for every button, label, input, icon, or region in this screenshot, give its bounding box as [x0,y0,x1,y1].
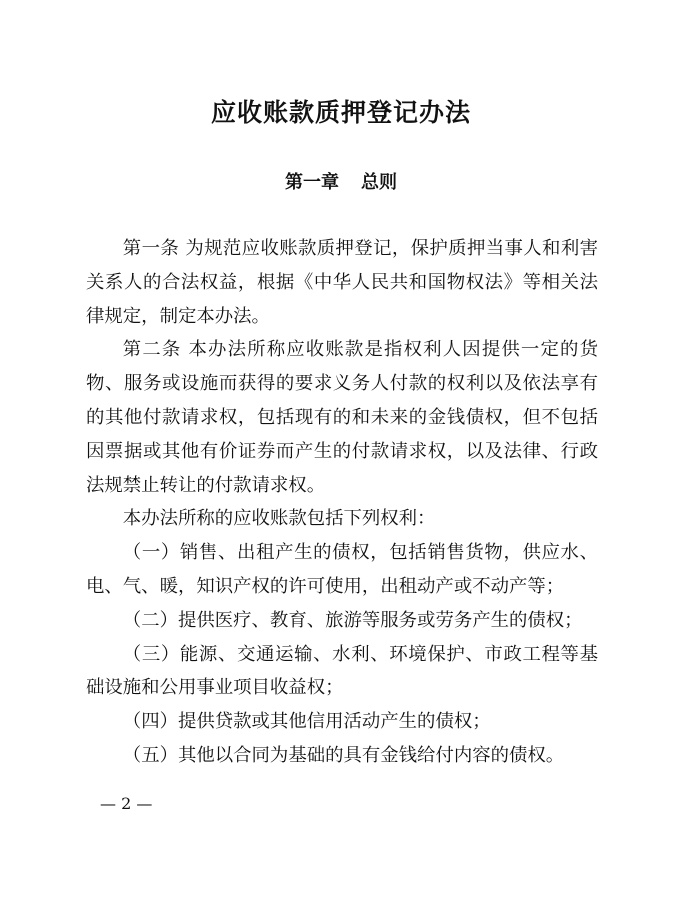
list-item-3: （三）能源、交通运输、水利、环境保护、市政工程等基础设施和公用事业项目收益权； [86,643,598,699]
list-item-2: （二）提供医疗、教育、旅游等服务或劳务产生的债权； [122,609,583,631]
article-1-paragraph: 第一条 为规范应收账款质押登记，保护质押当事人和利害关系人的合法权益，根据《中华人民共和国物权法》等相关法律规定，制定本办法。 [86,238,598,327]
list-item-4: （四）提供贷款或其他信用活动产生的债权； [122,711,491,733]
chapter-heading [0,171,682,195]
page-number: — 2 — [100,794,153,813]
chapter-name: 总则 [361,172,397,193]
document-title: 应收账款质押登记办法 [210,98,471,127]
list-item-5: （五）其他以合同为基础的具有金钱给付内容的债权。 [122,744,565,766]
list-item-1: （一）销售、出租产生的债权，包括销售货物，供应水、电、气、暖，知识产权的许可使用，出租动产或不动产等； [86,542,598,597]
chapter-number: 第一章 [285,172,339,193]
document-body [86,232,598,773]
receivables-scope-paragraph: 本办法所称的应收账款包括下列权利： [122,508,436,530]
article-2-paragraph: 第二条 本办法所称应收账款是指权利人因提供一定的货物、服务或设施而获得的要求义务人付款的权利以及依法享有的其他付款请求权，包括现有的和未来的金钱债权，但不包括因票据或其他有价证券而产生的付款请求权，以及法律、行政法规禁止转让的付款请求权。 [86,339,598,496]
